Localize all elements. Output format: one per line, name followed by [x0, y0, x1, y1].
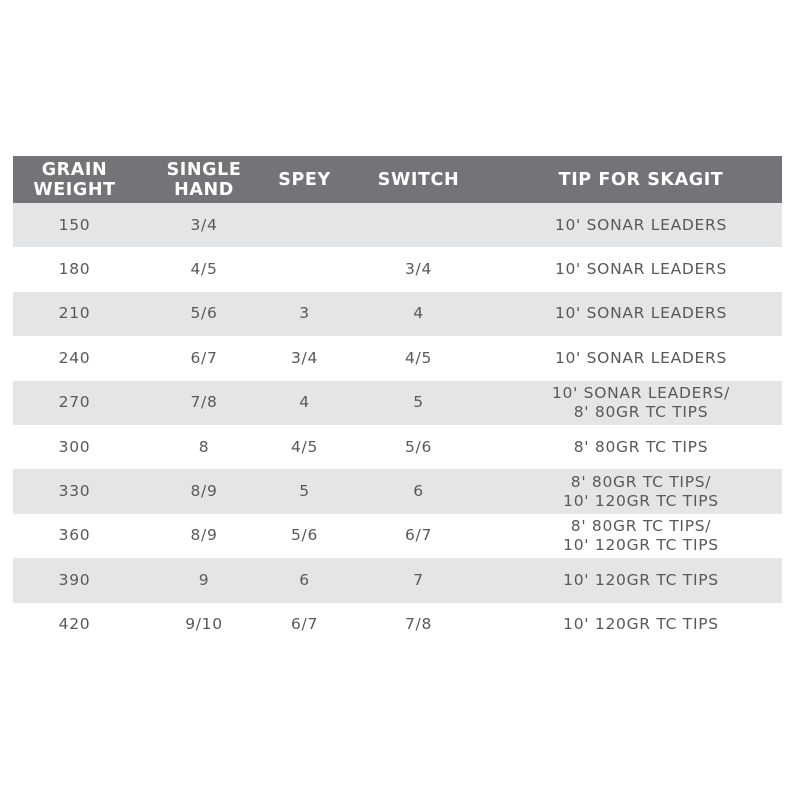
cell-spey: 6: [299, 570, 310, 589]
cell-single-hand: 7/8: [190, 393, 218, 412]
table-header-row: [13, 156, 782, 203]
column-header-grain-weight: GRAIN WEIGHT: [33, 159, 116, 200]
cell-spey: 5/6: [290, 526, 319, 545]
cell-tip-for-skagit: 10' 120GR TC TIPS: [563, 570, 719, 589]
cell-grain-weight: 360: [58, 526, 91, 545]
column-header-single-hand: SINGLE HAND: [166, 159, 242, 200]
cell-spey: 4: [299, 393, 310, 412]
cell-single-hand: 8/9: [190, 526, 218, 545]
cell-single-hand: 5/6: [190, 304, 218, 323]
cell-switch: 5/6: [404, 437, 433, 456]
cell-grain-weight: 390: [58, 570, 91, 589]
cell-grain-weight: 240: [58, 348, 91, 367]
cell-grain-weight: 300: [58, 437, 91, 456]
table-row: [13, 469, 782, 513]
cell-grain-weight: 330: [58, 482, 91, 501]
table-row: [13, 381, 782, 425]
cell-tip-for-skagit: 10' SONAR LEADERS: [554, 348, 728, 367]
cell-grain-weight: 270: [58, 393, 91, 412]
cell-tip-for-skagit: 10' SONAR LEADERS: [554, 260, 728, 279]
cell-single-hand: 3/4: [190, 215, 218, 234]
cell-single-hand: 4/5: [190, 260, 218, 279]
cell-single-hand: 8: [198, 437, 210, 456]
column-header-spey: SPEY: [278, 169, 331, 190]
cell-switch: 7/8: [404, 615, 433, 634]
cell-tip-for-skagit: 8' 80GR TC TIPS/ 10' 120GR TC TIPS: [563, 516, 719, 554]
cell-tip-for-skagit: 8' 80GR TC TIPS/ 10' 120GR TC TIPS: [563, 472, 719, 510]
cell-switch: 5: [413, 393, 424, 412]
cell-spey: 3/4: [290, 348, 319, 367]
cell-single-hand: 9/10: [185, 615, 223, 634]
table-row: [13, 425, 782, 469]
column-header-tip-for-skagit: TIP FOR SKAGIT: [558, 169, 724, 190]
cell-spey: 5: [299, 482, 310, 501]
cell-switch: 4: [413, 304, 424, 323]
cell-switch: 6: [413, 482, 424, 501]
cell-spey: [272, 247, 337, 291]
cell-spey: 4/5: [290, 437, 319, 456]
table-row: [13, 603, 782, 647]
cell-switch: 7: [413, 570, 424, 589]
cell-tip-for-skagit: 10' SONAR LEADERS/ 8' 80GR TC TIPS: [551, 383, 731, 421]
table-row: [13, 292, 782, 336]
table-row: [13, 247, 782, 291]
table-row: [13, 336, 782, 380]
cell-grain-weight: 180: [58, 260, 91, 279]
table-row: [13, 514, 782, 558]
line-weight-table: [13, 156, 782, 647]
cell-spey: [272, 203, 337, 247]
cell-switch: 4/5: [404, 348, 433, 367]
table-row: [13, 558, 782, 602]
cell-single-hand: 8/9: [190, 482, 218, 501]
cell-spey: 6/7: [290, 615, 319, 634]
cell-tip-for-skagit: 10' 120GR TC TIPS: [563, 615, 719, 634]
cell-grain-weight: 150: [58, 215, 91, 234]
cell-tip-for-skagit: 8' 80GR TC TIPS: [573, 437, 709, 456]
cell-grain-weight: 420: [58, 615, 91, 634]
cell-switch: 3/4: [404, 260, 433, 279]
cell-spey: 3: [299, 304, 310, 323]
column-header-switch: SWITCH: [377, 169, 460, 190]
cell-tip-for-skagit: 10' SONAR LEADERS: [554, 304, 728, 323]
table-row: [13, 203, 782, 247]
cell-single-hand: 9: [198, 570, 210, 589]
cell-switch: [337, 203, 500, 247]
cell-single-hand: 6/7: [190, 348, 218, 367]
cell-grain-weight: 210: [58, 304, 91, 323]
cell-switch: 6/7: [404, 526, 433, 545]
cell-tip-for-skagit: 10' SONAR LEADERS: [554, 215, 728, 234]
